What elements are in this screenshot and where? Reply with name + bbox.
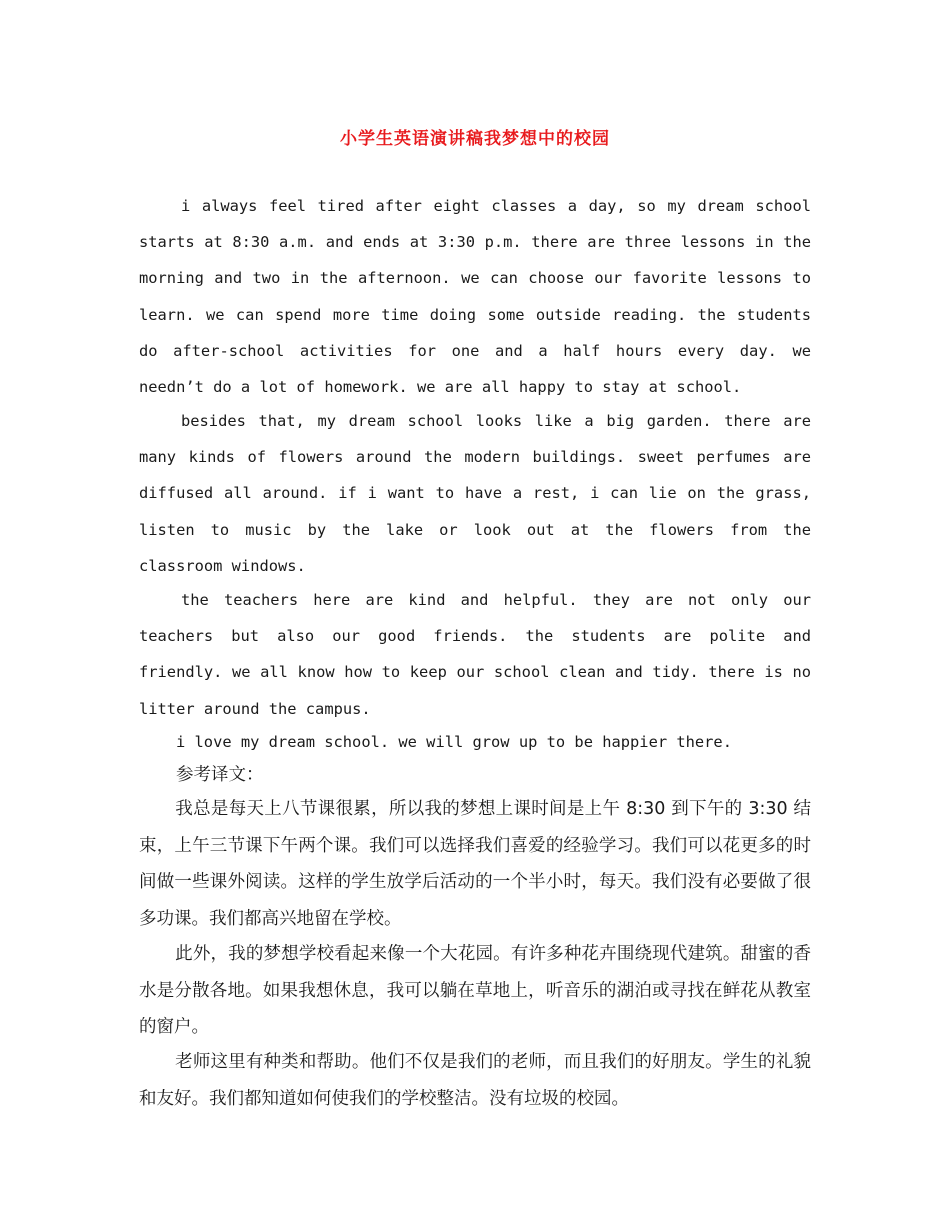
english-paragraph-1 <box>139 188 811 405</box>
chinese-paragraph-1-text: 我总是每天上八节课很累，所以我的梦想上课时间是上午 8:30 到下午的 3:30 结束，上午三节课下午两个课。我们可以选择我们喜爱的经验学习。我们可以花更多的时间做一些课外阅读。这样的学生放学后活动的一个半小时，每天。我们没有必要做了很多功课。我们都高兴地留在学校。 <box>139 799 811 929</box>
chinese-paragraph-1 <box>139 791 811 937</box>
english-paragraph-3 <box>139 582 811 727</box>
english-paragraph-1-text: i always feel tired after eight classes a day, so my dream school starts at 8:30 a.m. and ends at 3:30 p.m. there are three lessons in the morning and two in the afternoon. we can choose our favorite lessons to learn. we can spend more time doing some outside reading. the students do after-school activities for one and a half hours every day. we needn’t do a lot of homework. we are all happy to stay at school. <box>139 197 811 397</box>
translation-label: 参考译文： <box>176 765 264 785</box>
english-paragraph-4-text: i love my dream school. we will grow up to be happier there. <box>176 733 732 751</box>
document-title: 小学生英语演讲稿我梦想中的校园 <box>340 129 610 149</box>
chinese-paragraph-3-text: 老师这里有种类和帮助。他们不仅是我们的老师，而且我们的好朋友。学生的礼貌和友好。我们都知道如何使我们的学校整洁。没有垃圾的校园。 <box>139 1052 811 1109</box>
english-paragraph-2 <box>139 403 811 584</box>
chinese-paragraph-3 <box>139 1044 811 1117</box>
english-paragraph-4 <box>176 724 816 760</box>
chinese-paragraph-2-text: 此外，我的梦想学校看起来像一个大花园。有许多种花卉围绕现代建筑。甜蜜的香水是分散各地。如果我想休息，我可以躺在草地上，听音乐的湖泊或寻找在鲜花从教室的窗户。 <box>139 944 811 1037</box>
english-paragraph-3-text: the teachers here are kind and helpful. they are not only our teachers but also our good friends. the students are polite and friendly. we all know how to keep our school clean and tidy. there is no litter around the campus. <box>139 591 811 718</box>
chinese-paragraph-2 <box>139 936 811 1046</box>
english-paragraph-2-text: besides that, my dream school looks like a big garden. there are many kinds of flowers around the modern buildings. sweet perfumes are diffused all around. if i want to have a rest, i can lie on the grass, listen to music by the lake or look out at the flowers from the classroom windows. <box>139 412 811 575</box>
